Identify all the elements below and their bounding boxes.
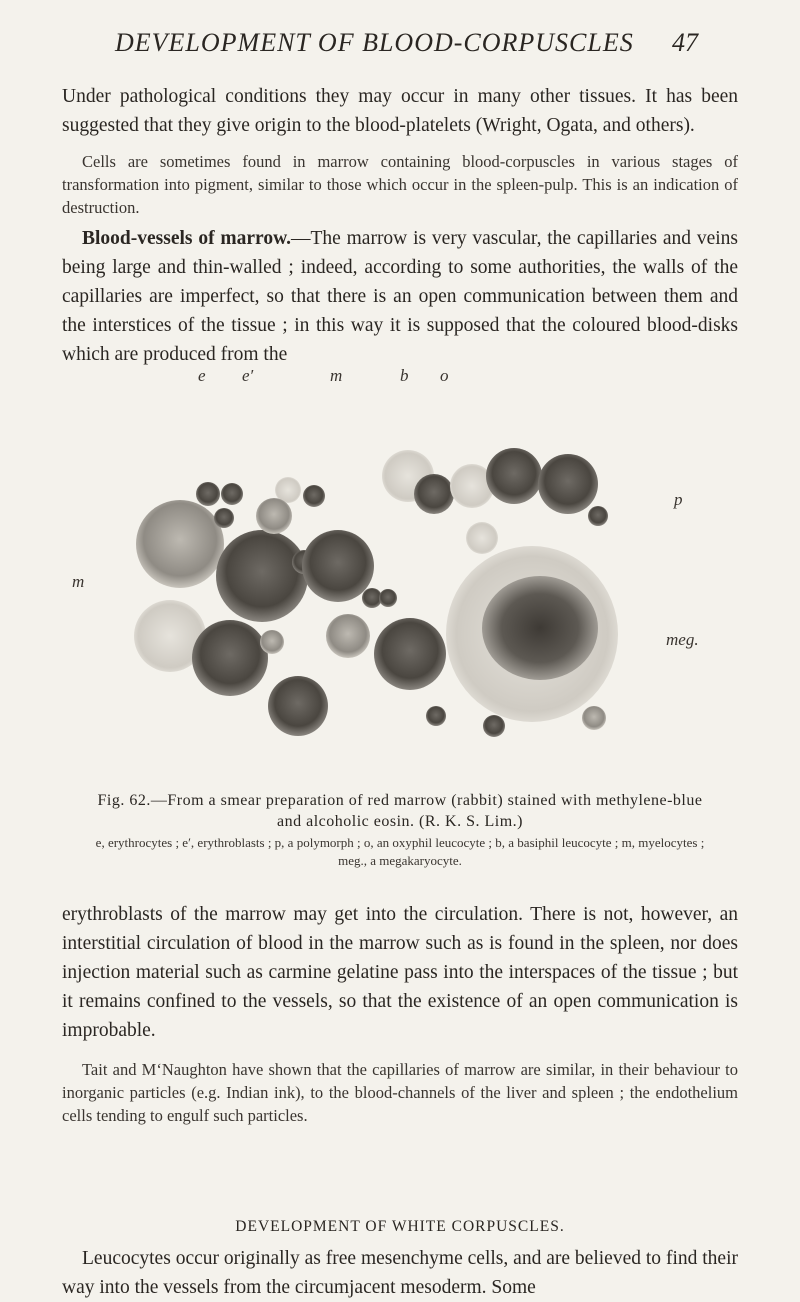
cell-erythroblast-7 [379,589,397,607]
page-number: 47 [672,28,698,57]
cell-myelocyte-middle [302,530,374,602]
page-header [0,28,800,68]
cell-erythroblast-1 [196,482,220,506]
micrograph-illustration [62,366,738,766]
paragraph-blood-vessels [62,224,738,369]
cell-myelocyte-lower [192,620,268,696]
cell-erythrocyte-6 [582,706,606,730]
section-heading-white-corpuscles: DEVELOPMENT OF WHITE CORPUSCLES. [235,1218,565,1235]
paragraph-pigment-cells: Cells are sometimes found in marrow containing blood-corpuscles in various stages of transformation into pigment, similar to those which occur in the spleen-pulp. This is an indication of destruction. [62,152,738,217]
figure-label-o: o [440,366,449,385]
cell-erythrocyte-3 [260,630,284,654]
cell-myelocyte-center-left [216,530,308,622]
paragraph-erythroblasts: erythroblasts of the marrow may get into the circulation. There is not, however, an interstitial circulation of blood in the marrow such as is found in the spleen, nor does injection material such as carmine gelatine pass into the interspaces of the tissue ; but it remains confined to the vessels, so that the existence of an open communication is improbable. [62,904,738,1041]
figure-label-p: p [674,490,683,509]
figure-label-m-left: m [72,572,85,591]
paragraph-lead-heading: Blood-vessels of marrow. [82,228,291,249]
cell-myelocyte-bottom [268,676,328,736]
figure-marrow-smear [62,366,738,766]
cell-erythroblast-10 [483,715,505,737]
cell-basiphil [414,474,454,514]
cell-erythroblast-3 [214,508,234,528]
cell-erythroblast-2 [221,483,243,505]
cell-erythrocyte-2 [256,498,292,534]
figure-label-m-top: m [330,366,343,385]
paragraph-body: —The marrow is very vascular, the capillaries and veins being large and thin-walled ; indeed, according to some authorities, the walls of the capillaries are imperfect, so that there is an open communication between them and the interstices of the tissue ; in this way it is supposed that the coloured blood-disks which are produced from the [62,228,738,365]
paragraph-leucocytes: Leucocytes occur originally as free mesenchyme cells, and are believed to find their way into the vessels from the circumjacent mesoderm. Some [62,1248,738,1298]
cell-polymorph-top [486,448,542,504]
figure-label-meg: meg. [666,630,699,649]
paragraph-tait-mcnaughton: Tait and M‘Naughton have shown that the capillaries of marrow are similar, in their behaviour to inorganic particles (e.g. Indian ink), to the blood-channels of the liver and spleen ; the endothelium cells tending to engulf such particles. [62,1060,738,1125]
figure-caption-legend: e, erythrocytes ; e′, erythroblasts ; p, a polymorph ; o, an oxyphil leucocyte ; b, a basiphil leucocyte ; m, myelocytes ; meg., a megakaryocyte. [95,835,705,868]
cell-erythrocyte-5 [466,522,498,554]
cell-erythroblast-4 [303,485,325,507]
cell-erythroblast-8 [588,506,608,526]
cell-polymorph [538,454,598,514]
cell-myelocyte-left [136,500,224,588]
cell-erythrocyte-4 [326,614,370,658]
figure-label-e: e [198,366,206,385]
cell-megakaryocyte-nucleus [482,576,598,680]
running-head: DEVELOPMENT OF BLOOD-CORPUSCLES [115,28,634,57]
figure-label-e-prime: e′ [242,366,254,385]
figure-caption-title: Fig. 62.—From a smear preparation of red marrow (rabbit) stained with methylene-blue and alcoholic eosin. (R. K. S. Lim.) [97,792,703,830]
figure-label-b: b [400,366,409,385]
left-cell-cluster [134,477,328,736]
cell-myelocyte-bottom-middle [374,618,446,690]
cell-erythroblast-9 [426,706,446,726]
paragraph-pathological: Under pathological conditions they may occur in many other tissues. It has been suggested that they give origin to the blood-platelets (Wright, Ogata, and others). [62,86,738,136]
